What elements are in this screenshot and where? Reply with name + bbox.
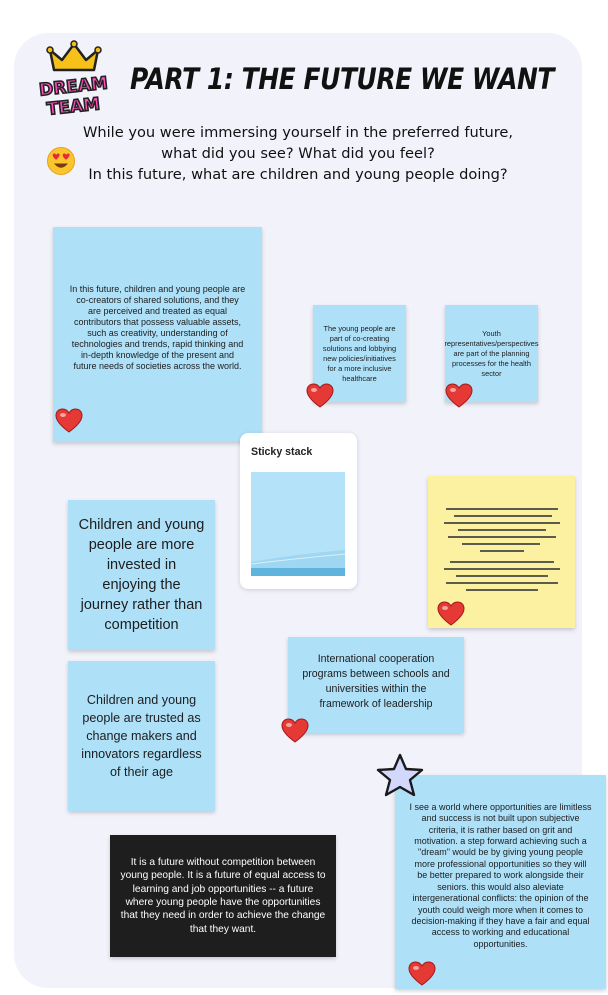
illegible-scribble — [440, 506, 563, 606]
heart-icon[interactable] — [281, 718, 309, 744]
svg-text:TEAM: TEAM — [45, 94, 102, 120]
sticky-note-text: Children and young people are more invested in enjoying the journey rather than competition — [78, 517, 205, 633]
sticky-note-text: The young people are part of co-creating solutions and lobbying new policies/initiatives for a more inclusive healthcare — [322, 323, 397, 383]
sticky-note-text: Youth representatives/perspectives are part of the planning processes for the health sector — [444, 328, 539, 378]
sticky-pad-icon — [251, 472, 345, 578]
sticky-note[interactable] — [395, 775, 606, 989]
sticky-note[interactable] — [53, 227, 262, 442]
sticky-note-text: It is a future without competition between young people. It is a future of equal access to learning and job opportunities -- a future where young people have the opportunities that they need in order to achieve the change that they want. — [120, 856, 326, 935]
sticky-note[interactable] — [68, 661, 215, 811]
star-icon[interactable] — [375, 753, 425, 797]
sticky-note-text: Children and young people are trusted as change makers and innovators regardless of their age — [81, 693, 202, 779]
board-title: PART 1: THE FUTURE WE WANT — [130, 62, 555, 96]
heart-icon[interactable] — [445, 383, 473, 409]
sticky-note[interactable] — [288, 637, 464, 733]
prompt-text — [70, 122, 526, 185]
heart-eyes-emoji[interactable] — [46, 146, 76, 176]
heart-icon[interactable] — [437, 601, 465, 627]
prompt-line: In this future, what are children and young people doing? — [88, 166, 508, 183]
prompt-line: what did you see? What did you feel? — [161, 145, 435, 162]
heart-icon[interactable] — [408, 961, 436, 987]
sticky-note[interactable] — [68, 500, 215, 650]
sticky-stack-label: Sticky stack — [251, 446, 313, 458]
prompt-line: While you were immersing yourself in the preferred future, — [82, 124, 514, 141]
sticky-note-text: In this future, children and young people are co-creators of shared solutions, and they are perceived and treated as equal contributors that possess valuable assets, such as creativity, understanding of technologies and trends, rapid thinking and in-depth knowledge of the present and future needs of societies across the world. — [69, 283, 246, 371]
heart-icon[interactable] — [306, 383, 334, 409]
sticky-note-text: International cooperation programs between schools and universities within the framework of leadership — [302, 653, 450, 710]
dream-team-logo — [38, 40, 110, 120]
sticky-note-dark[interactable] — [110, 835, 336, 957]
sticky-stack[interactable] — [240, 433, 357, 589]
heart-icon[interactable] — [55, 408, 83, 434]
svg-text:DREAM: DREAM — [38, 73, 109, 101]
sticky-note-text: I see a world where opportunities are limitless and success is not built upon subjective criteria, it is rather based on grit and motivation. a step forward achieving such a "dream" would be by giving young people more professional opportunities so they will be better prepared to work alongside their seniors. this would also aleviate intergenerational conflicts: the opinion of the youth could weigh more when it comes to decision-making if they have a fair and equal access to working and educational opportunities. — [409, 801, 592, 949]
